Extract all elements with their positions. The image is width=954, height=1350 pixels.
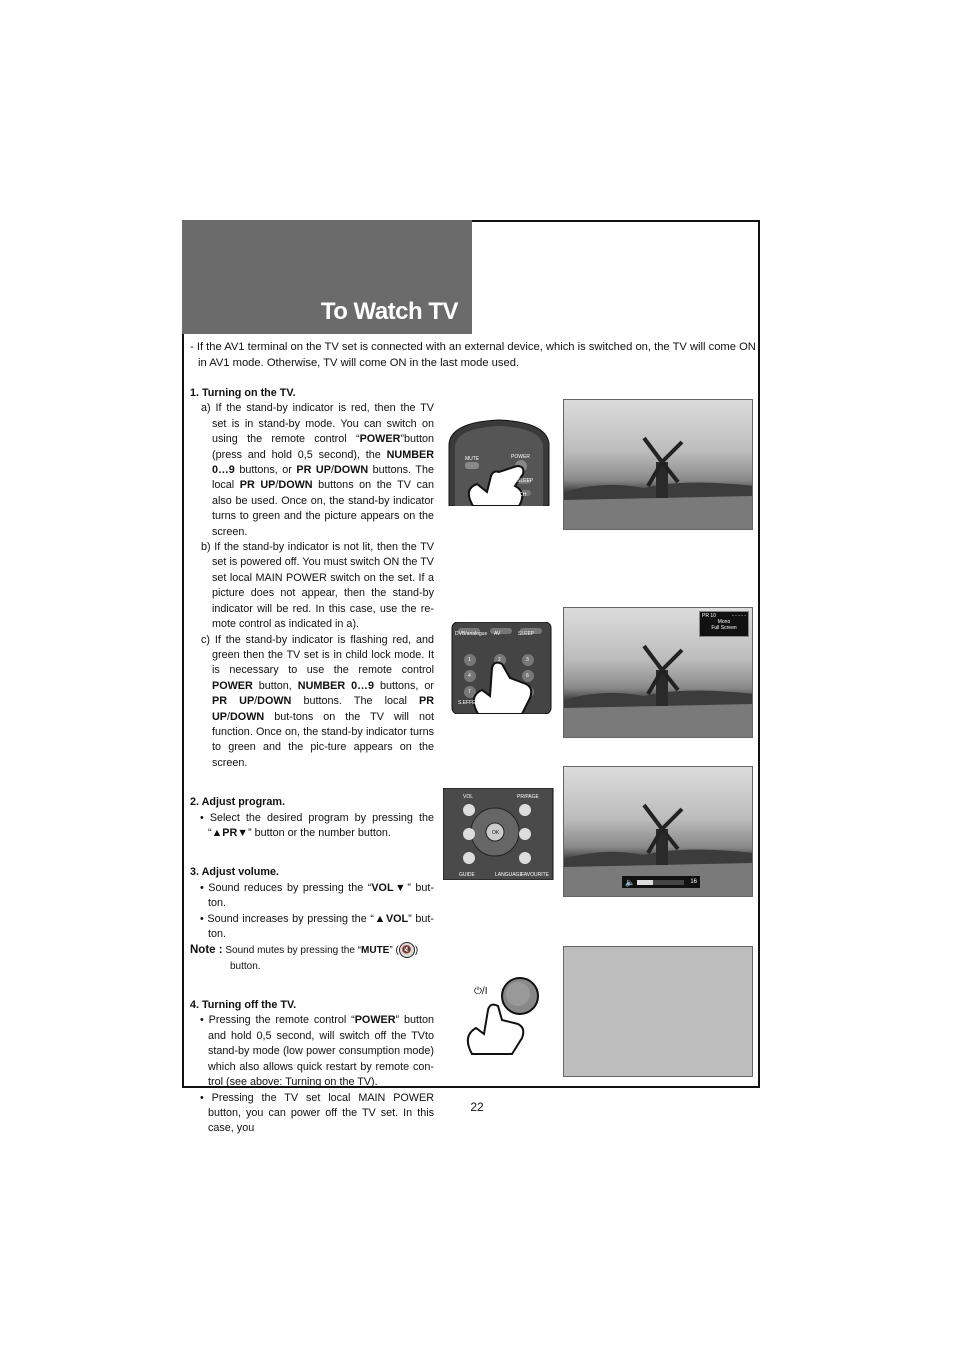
power-button-icon xyxy=(462,970,542,1056)
remote-number-illustration xyxy=(450,622,553,714)
section1-item-c: c) If the stand-by indicator is flashing red, and green then the TV set is in child lock mode. It is necessary to use the remote control POWER button, NUMBER 0…9 buttons, or PR UP/DOWN buttons. The local PR UP/DOWN but-tons on the TV will not function. Once on, the stand-by indicator turns to green and the pic-ture appears on the screen. xyxy=(201,633,434,769)
tv-picture-3 xyxy=(563,766,753,897)
power-button-illustration xyxy=(462,970,542,1056)
windmill-image-icon xyxy=(564,400,753,530)
remote-favourite-label: FAVOURITE xyxy=(521,872,549,878)
remote-sleep-label: SLEEP xyxy=(518,631,535,637)
instructions-column xyxy=(190,386,434,1137)
remote-key-6: 6 xyxy=(526,673,529,679)
remote-guide-label: GUIDE xyxy=(459,872,475,878)
remote-key-4: 4 xyxy=(468,673,471,679)
tv-screen-off xyxy=(563,946,753,1077)
intro-line-1: - If the AV1 terminal on the TV set is connected with an external device, which is switched on, the TV will come ON xyxy=(190,341,756,353)
volume-osd xyxy=(622,876,700,888)
section2-heading: 2. Adjust program. xyxy=(190,796,285,809)
volume-fill xyxy=(637,880,654,885)
remote-ch-label: CH xyxy=(519,492,527,498)
remote-top-icon xyxy=(443,414,555,506)
osd-dashes: - - - - - xyxy=(732,613,746,619)
tv-picture-1 xyxy=(563,399,753,530)
section3-bullet-1: • Sound reduces by pressing the “VOL▼” but-ton. xyxy=(200,881,434,910)
remote-mute-label: MUTE xyxy=(465,456,480,462)
remote-key-1: 1 xyxy=(468,657,471,663)
section1-item-b: b) If the stand-by indicator is not lit, then the TV set is powered off. You must switch ON the TV set local MAIN POWER switch on the set. If a picture does not appear, then the stand-by indicator will be red. In this case, use the re-mote control as indicated in a). xyxy=(201,541,434,631)
remote-key-7: 7 xyxy=(468,689,471,695)
remote-language-label: LANGUAGE xyxy=(495,872,523,878)
tv-picture-2 xyxy=(563,607,753,738)
section1-item-a: a) If the stand-by indicator is red, then the TV set is in stand-by mode. You can switch on using the remote control “POWER”button (press and hold 0,5 second), the NUMBER 0…9 buttons, or PR UP/DOWN buttons. The local PR UP/DOWN buttons on the TV can also be used. Once on, the stand-by indicator turns to green and the picture appears on the screen. xyxy=(201,402,434,538)
page-number: 22 xyxy=(470,1100,484,1114)
osd-screen-mode: Full Screen xyxy=(711,625,737,631)
remote-prpage-label: PR/PAGE xyxy=(517,794,539,800)
remote-power-illustration xyxy=(443,414,555,506)
remote-power-label: POWER xyxy=(511,454,530,460)
remote-effect-label: S.EFFECT xyxy=(458,700,483,706)
intro-text xyxy=(190,340,756,371)
remote-navigation-illustration xyxy=(443,788,555,880)
volume-track xyxy=(637,880,684,885)
osd-sound-mode: Mono xyxy=(717,619,731,625)
section3-heading: 3. Adjust volume. xyxy=(190,866,279,879)
section4-bullet-2: • Pressing the TV set local MAIN POWER button, you can power off the TV set. In this case, you xyxy=(200,1091,434,1135)
remote-ok-label: OK xyxy=(492,830,500,836)
section1-heading: 1. Turning on the TV. xyxy=(190,387,296,399)
page-title: To Watch TV xyxy=(320,298,458,325)
section4-heading: 4. Turning off the TV. xyxy=(190,999,297,1012)
intro-line-2: in AV1 mode. Otherwise, TV will come ON in the last mode used. xyxy=(198,356,520,369)
power-symbol-label: ⏻/I xyxy=(474,986,488,997)
section4-bullet-1: • Pressing the remote control “POWER” button and hold 0,5 second, will switch off the TVto stand-by mode (low power consumption mode) which also allows quick restart by remote con-trol (see above: Turning on the TV). xyxy=(200,1014,434,1089)
section2-bullet: • Select the desired program by pressing the “▲PR▼” button or the number button. xyxy=(200,811,434,839)
remote-sleep-label: SLEEP xyxy=(517,478,534,484)
section3-bullet-2: • Sound increases by pressing the “▲VOL” but-ton. xyxy=(200,912,434,940)
mute-icon: 🔇 xyxy=(399,942,415,958)
remote-key-3: 3 xyxy=(526,657,529,663)
remote-av-label: AV xyxy=(494,631,501,637)
remote-key-2: 2 xyxy=(498,657,501,663)
osd-program: PR 10 xyxy=(702,613,716,619)
volume-value: 16 xyxy=(690,879,697,885)
speaker-icon: 🔈 xyxy=(625,877,635,887)
title-banner xyxy=(182,220,472,334)
remote-dvb-label: DVB/analogue xyxy=(455,631,488,637)
program-osd xyxy=(699,611,749,637)
section3-note: Note : Sound mutes by pressing the “MUTE” ( 🔇 ) button. xyxy=(190,944,419,972)
remote-vol-label: VOL xyxy=(463,794,474,800)
